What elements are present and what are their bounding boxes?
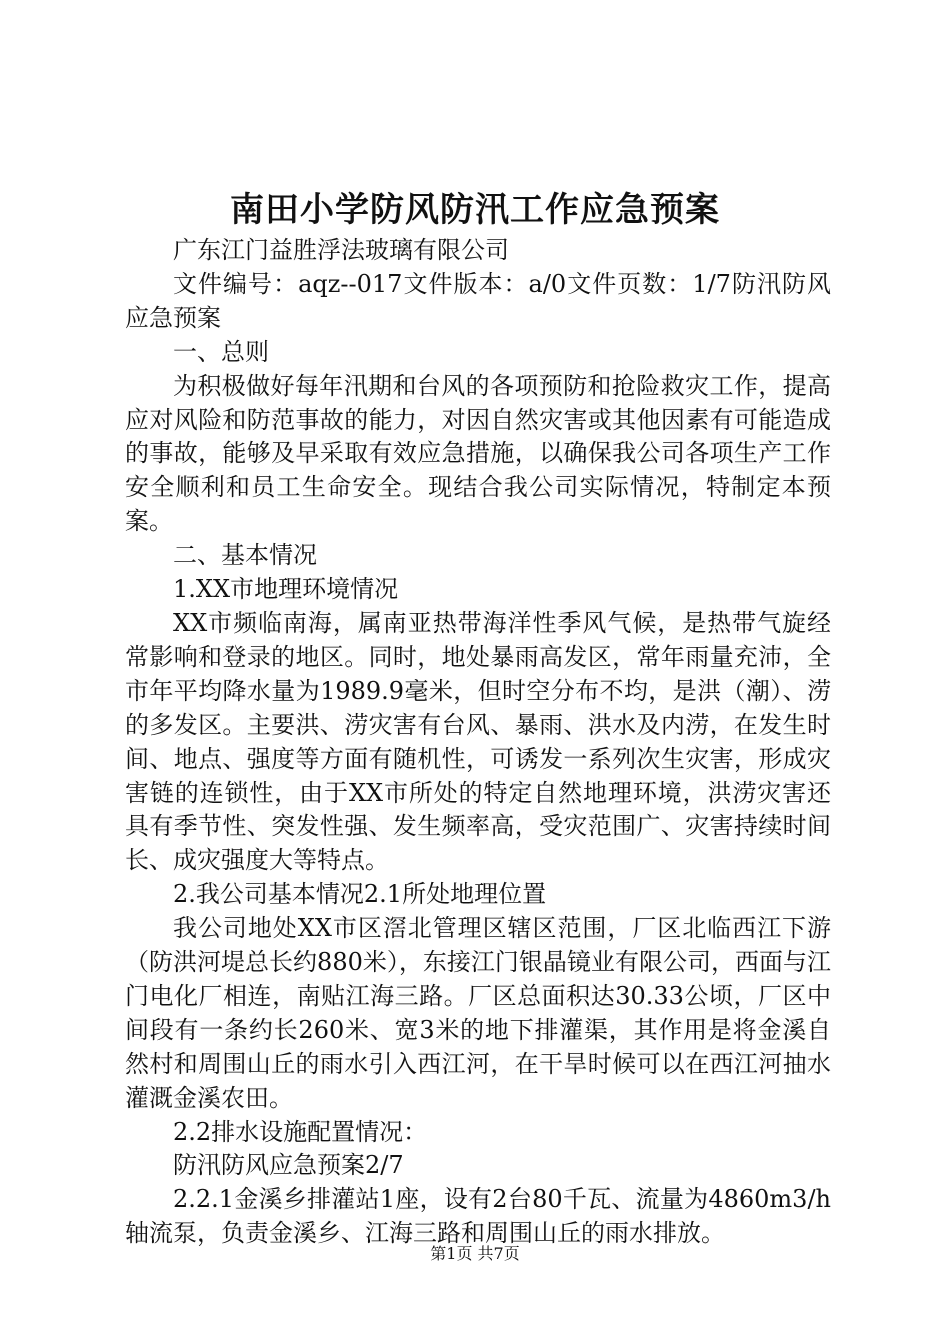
paragraph-geography: XX市频临南海，属南亚热带海洋性季风气候，是热带气旋经常影响和登录的地区。同时，地处暴雨高发区，常年雨量充沛，全市年平均降水量为1989.9毫米，但时空分布不均，是洪（潮）、涝的多发区。主要洪、涝灾害有台风、暴雨、洪水及内涝，在发生时间、地点、强度等方面有随机性，可诱发一系列次生灾害，形成灾害链的连锁性，由于XX市所处的特定自然地理环境，洪涝灾害还具有季节性、突发性强、发生频率高，受灾范围广、灾害持续时间长、成灾强度大等特点。 [125, 608, 831, 875]
subheading-geography: 1.XX市地理环境情况 [173, 575, 399, 604]
document-title: 南田小学防风防汛工作应急预案 [230, 190, 720, 230]
paragraph-general: 为积极做好每年汛期和台风的各项预防和抢险救灾工作，提高应对风险和防范事故的能力，对因自然灾害或其他因素有可能造成的事故，能够及早采取有效应急措施，以确保我公司各项生产工作安全顺利和员工生命安全。现结合我公司实际情况，特制定本预案。 [125, 371, 831, 536]
file-info: 文件编号：aqz--017文件版本：a/0文件页数：1/7防汛防风应急预案 [125, 269, 831, 332]
subheading-drainage: 2.2排水设施配置情况： [173, 1117, 428, 1146]
subheading-company: 2.我公司基本情况2.1所处地理位置 [173, 880, 547, 909]
document-body [125, 234, 831, 1251]
page-footer: 第1页 共7页 [430, 1244, 520, 1263]
section-heading-basic: 二、基本情况 [173, 541, 317, 570]
running-header: 防汛防风应急预案2/7 [173, 1151, 404, 1180]
company-name: 广东江门益胜浮法玻璃有限公司 [173, 236, 509, 264]
paragraph-location: 我公司地处XX市区滘北管理区辖区范围，厂区北临西江下游（防洪河堤总长约880米），东接江门银晶镜业有限公司，西面与江门电化厂相连，南贴江海三路。厂区总面积达30.33公顷，厂区中间段有一条约长260米、宽3米的地下排灌渠，其作用是将金溪自然村和周围山丘的雨水引入西江河，在干旱时候可以在西江河抽水灌溉金溪农田。 [125, 914, 831, 1112]
paragraph-pump-station: 2.2.1金溪乡排灌站1座，设有2台80千瓦、流量为4860m3/h轴流泵，负责金溪乡、江海三路和周围山丘的雨水排放。 [125, 1185, 831, 1248]
section-heading-general: 一、总则 [173, 337, 269, 366]
